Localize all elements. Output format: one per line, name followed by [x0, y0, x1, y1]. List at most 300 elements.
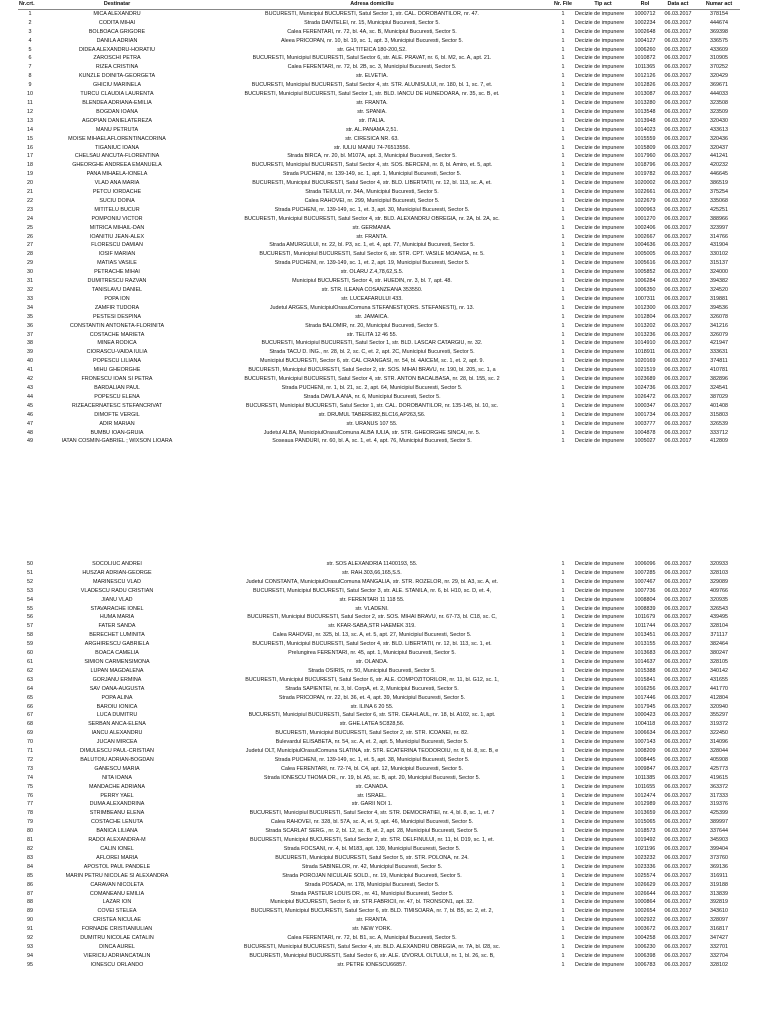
- cell-nr-file: 1: [561, 605, 565, 612]
- cell-rol: 1016256: [634, 685, 656, 692]
- cell-nr-crt: 62: [27, 667, 33, 674]
- cell-data-act: 06.03.2017: [664, 287, 692, 293]
- table-row: [18, 357, 740, 366]
- cell-nr-file: 1: [561, 206, 565, 213]
- cell-destinatar: SUCIU DOINA: [99, 197, 135, 204]
- cell-data-act: 06.03.2017: [664, 82, 692, 89]
- cell-rol: 1001734: [634, 411, 656, 418]
- cell-numar-act: 370252: [710, 64, 728, 71]
- cell-adresa: Calea FERENTARI, nr. 72-74, bl. C4, apt. 12, Municipiul Bucuresti, Sector 5.: [280, 765, 464, 772]
- cell-rol: 1026472: [634, 393, 656, 400]
- table-row: [18, 63, 740, 72]
- header-tip-act: Tip act: [574, 0, 632, 9]
- cell-adresa: Strada PUCHENI, nr. 139-149, sc. 1, et. 5, apt. 38, Municipiul Bucuresti, Sector 5.: [274, 756, 470, 763]
- cell-numar-act: 324000: [710, 269, 728, 276]
- cell-nr-crt: 12: [27, 108, 33, 115]
- cell-data-act: 06.03.2017: [664, 952, 692, 959]
- cell-destinatar: BALUTOIU ADRIAN-BOGDAN: [80, 756, 154, 763]
- cell-rol: 1020169: [634, 358, 656, 365]
- cell-rol: 1011385: [634, 774, 656, 781]
- cell-data-act: 06.03.2017: [664, 197, 692, 204]
- cell-rol: 1013659: [634, 810, 656, 817]
- cell-data-act: 06.03.2017: [664, 774, 692, 781]
- cell-destinatar: COVEI STELEA: [97, 908, 137, 915]
- cell-rol: 1017960: [634, 153, 656, 160]
- cell-numar-act: 444674: [710, 19, 728, 26]
- cell-nr-crt: 35: [27, 313, 33, 320]
- cell-nr-file: 1: [561, 926, 565, 933]
- cell-data-act: 06.03.2017: [664, 224, 692, 231]
- header-nr-crt: Nr.crt.: [18, 0, 42, 9]
- cell-numar-act: 337644: [710, 828, 728, 835]
- cell-nr-crt: 40: [27, 358, 33, 365]
- cell-rol: 1004636: [634, 242, 656, 249]
- table-row: [18, 46, 740, 55]
- table-row: [18, 339, 740, 348]
- table-row: [18, 640, 740, 649]
- cell-nr-crt: 13: [27, 117, 33, 124]
- cell-nr-file: 1: [561, 810, 565, 817]
- cell-rol: 1013548: [634, 108, 656, 115]
- cell-destinatar: ZAMFIR TUDORA: [94, 304, 140, 311]
- cell-tip-act: Decizie de impunere: [575, 872, 625, 879]
- table-row: [18, 729, 740, 738]
- page-break: [0, 520, 768, 560]
- cell-numar-act: 439495: [710, 614, 728, 621]
- cell-tip-act: Decizie de impunere: [575, 28, 625, 35]
- cell-nr-crt: 93: [27, 943, 33, 950]
- cell-numar-act: 326539: [710, 420, 728, 427]
- cell-tip-act: Decizie de impunere: [575, 304, 625, 311]
- cell-nr-file: 1: [561, 614, 565, 621]
- cell-data-act: 06.03.2017: [664, 632, 692, 639]
- cell-destinatar: CODITA MIHAI: [98, 19, 136, 26]
- cell-rol: 1019492: [634, 837, 656, 844]
- cell-tip-act: Decizie de impunere: [575, 587, 625, 594]
- cell-numar-act: 374811: [710, 358, 728, 365]
- cell-adresa: str. CIRESICA NR. 63.: [345, 135, 399, 142]
- cell-data-act: 06.03.2017: [664, 144, 692, 151]
- cell-rol: 1014637: [634, 658, 656, 665]
- cell-tip-act: Decizie de impunere: [575, 712, 625, 719]
- cell-nr-file: 1: [561, 429, 565, 436]
- cell-numar-act: 328105: [710, 658, 728, 665]
- cell-nr-file: 1: [561, 162, 565, 169]
- cell-rol: 1025574: [634, 872, 656, 879]
- cell-numar-act: 319881: [710, 295, 728, 302]
- cell-nr-crt: 95: [27, 961, 33, 968]
- cell-nr-crt: 88: [27, 899, 33, 906]
- cell-nr-file: 1: [561, 837, 565, 844]
- cell-data-act: 06.03.2017: [664, 863, 692, 870]
- cell-data-act: 06.03.2017: [664, 961, 692, 968]
- cell-data-act: 06.03.2017: [664, 854, 692, 861]
- cell-nr-file: 1: [561, 215, 565, 222]
- cell-rol: 1012804: [634, 313, 656, 320]
- cell-nr-file: 1: [561, 117, 565, 124]
- cell-data-act: 06.03.2017: [664, 614, 692, 621]
- cell-rol: 1008209: [634, 748, 656, 755]
- cell-numar-act: 320429: [710, 73, 728, 80]
- cell-nr-crt: 60: [27, 650, 33, 657]
- cell-numar-act: 389997: [710, 819, 728, 826]
- cell-tip-act: Decizie de impunere: [575, 650, 625, 657]
- table-row: [18, 375, 740, 384]
- cell-tip-act: Decizie de impunere: [575, 242, 625, 249]
- table-row: [18, 135, 740, 144]
- table-row: [18, 90, 740, 99]
- cell-data-act: 06.03.2017: [664, 765, 692, 772]
- cell-adresa: BUCURESTI, Municipiul BUCURESTI, Satul Sector 2, str. SOS. MIHAI BRAVU, nr. 67-73, bl. C18, sc. C,: [247, 614, 497, 621]
- cell-tip-act: Decizie de impunere: [575, 667, 625, 674]
- cell-tip-act: Decizie de impunere: [575, 632, 625, 639]
- cell-tip-act: Decizie de impunere: [575, 180, 625, 187]
- cell-destinatar: LUCA DUMITRU: [96, 712, 138, 719]
- cell-tip-act: Decizie de impunere: [575, 260, 625, 267]
- cell-adresa: Prelungirea FERENTARI, nr. 45, apt. 1, Municipiul Bucuresti, Sector 5.: [288, 650, 456, 657]
- cell-numar-act: 386519: [710, 180, 728, 187]
- cell-nr-crt: 87: [27, 890, 33, 897]
- cell-destinatar: DUMITRU NICOLAE CATALIN: [80, 935, 154, 942]
- cell-nr-crt: 29: [27, 260, 33, 267]
- cell-data-act: 06.03.2017: [664, 393, 692, 400]
- cell-adresa: BUCURESTI, Municipiul BUCURESTI, Satul Sector 4, str. STR. DEMOCRATIEI, nr. 4, bl. 8, sc. 1, et. 7: [249, 810, 495, 817]
- cell-tip-act: Decizie de impunere: [575, 438, 625, 445]
- cell-numar-act: 328104: [710, 623, 728, 630]
- table-row: [18, 295, 740, 304]
- cell-nr-crt: 73: [27, 765, 33, 772]
- cell-destinatar: PESTESI DESPINA: [93, 313, 141, 320]
- cell-rol: 1012126: [634, 73, 656, 80]
- cell-nr-crt: 27: [27, 242, 33, 249]
- cell-adresa: str. GARII NOI 1.: [351, 801, 393, 808]
- cell-nr-file: 1: [561, 961, 565, 968]
- cell-nr-file: 1: [561, 19, 565, 26]
- cell-rol: 1022679: [634, 197, 656, 204]
- cell-nr-crt: 45: [27, 402, 33, 409]
- table-row: [18, 703, 740, 712]
- cell-rol: 1003672: [634, 926, 656, 933]
- cell-data-act: 06.03.2017: [664, 623, 692, 630]
- cell-adresa: str. ISRAEL.: [357, 792, 387, 799]
- cell-nr-crt: 78: [27, 810, 33, 817]
- cell-tip-act: Decizie de impunere: [575, 561, 625, 567]
- cell-nr-crt: 66: [27, 703, 33, 710]
- cell-adresa: Municipiul BUCURESTI, Sector 6, str. STR.FABRICII, nr. 47, bl. TRONSON1, apt. 32.: [270, 899, 474, 906]
- cell-destinatar: CARAVAN NICOLETA: [90, 881, 144, 888]
- cell-destinatar: POPESCU LILIANA: [93, 358, 141, 365]
- table-row: [18, 313, 740, 322]
- cell-numar-act: 314096: [710, 739, 728, 746]
- cell-tip-act: Decizie de impunere: [575, 730, 625, 737]
- cell-destinatar: MICA ALEXANDRU: [93, 10, 141, 17]
- cell-nr-file: 1: [561, 287, 565, 293]
- cell-rol: 1008804: [634, 596, 656, 603]
- cell-tip-act: Decizie de impunere: [575, 935, 625, 942]
- cell-adresa: Municipiul BUCURESTI, Sector 4, str. HUEDIN, nr. 3, bl. 7, apt. 48.: [292, 278, 452, 285]
- cell-nr-file: 1: [561, 233, 565, 240]
- cell-tip-act: Decizie de impunere: [575, 926, 625, 933]
- cell-tip-act: Decizie de impunere: [575, 153, 625, 160]
- header-adresa: Adresa domiciliu: [192, 0, 552, 9]
- cell-numar-act: 336575: [710, 37, 728, 44]
- cell-numar-act: 330102: [710, 251, 728, 258]
- cell-destinatar: BOGDAN IOANA: [96, 108, 138, 115]
- cell-numar-act: 388966: [710, 215, 728, 222]
- cell-rol: 1013280: [634, 99, 656, 106]
- cell-data-act: 06.03.2017: [664, 295, 692, 302]
- cell-destinatar: DUMA ALEXANDRINA: [89, 801, 145, 808]
- cell-destinatar: RADOI ALEXANDRA-M: [88, 837, 146, 844]
- cell-rol: 1006350: [634, 287, 656, 293]
- table-row: [18, 676, 740, 685]
- cell-adresa: str. ILINA 6 20 55.: [350, 703, 394, 710]
- cell-adresa: BUCURESTI, Municipiul BUCURESTI, Satul Sector 4, str. STR. ANTON BACALBASA, nr. 28, bl. 155, sc. 2: [244, 376, 500, 383]
- cell-nr-file: 1: [561, 376, 565, 383]
- cell-nr-file: 1: [561, 322, 565, 329]
- cell-tip-act: Decizie de impunere: [575, 685, 625, 692]
- cell-data-act: 06.03.2017: [664, 269, 692, 276]
- cell-rol: 1014023: [634, 126, 656, 133]
- cell-tip-act: Decizie de impunere: [575, 739, 625, 746]
- table-row: [18, 667, 740, 676]
- cell-adresa: BUCURESTI, Municipiul BUCURESTI, Satul Sector 4, str. BLD. LIBERTATII, nr. 12, bl. 113, sc. 1, et.: [252, 641, 492, 648]
- cell-numar-act: 319376: [710, 801, 728, 808]
- cell-adresa: BUCURESTI, Municipiul BUCURESTI, Satul Sector 1, str. CAL. DOROBANTILOR, nr. 47.: [265, 10, 479, 17]
- table-row: [18, 72, 740, 81]
- cell-nr-file: 1: [561, 623, 565, 630]
- cell-data-act: 06.03.2017: [664, 739, 692, 746]
- cell-destinatar: ADIR MARIAN: [99, 420, 135, 427]
- cell-rol: 1026629: [634, 881, 656, 888]
- cell-numar-act: 433609: [710, 46, 728, 53]
- cell-data-act: 06.03.2017: [664, 55, 692, 62]
- header-nr-file: Nr. File: [552, 0, 574, 9]
- table-row: [18, 233, 740, 242]
- cell-destinatar: BOLBOACA GRIGORE: [88, 28, 146, 35]
- cell-adresa: str. URANUS 107 55.: [346, 420, 398, 427]
- cell-adresa: Bulevardul ELISABETA, nr. 54, sc. A, et. 2, apt. 5, Municipiul Bucuresti, Sector 5.: [275, 739, 469, 746]
- cell-numar-act: 392819: [710, 899, 728, 906]
- cell-adresa: Strada SAPIENTEI, nr. 3, bl. CorpA, et. 2, Municipiul Bucuresti, Sector 5.: [285, 685, 459, 692]
- cell-numar-act: 433613: [710, 126, 728, 133]
- table-row: [18, 411, 740, 420]
- cell-tip-act: Decizie de impunere: [575, 429, 625, 436]
- cell-destinatar: MANDACHE ADRIANA: [88, 783, 145, 790]
- cell-data-act: 06.03.2017: [664, 91, 692, 98]
- cell-adresa: str. FRANTA.: [356, 233, 388, 240]
- cell-tip-act: Decizie de impunere: [575, 846, 625, 852]
- cell-data-act: 06.03.2017: [664, 667, 692, 674]
- cell-rol: 1002648: [634, 28, 656, 35]
- cell-rol: 1006096: [634, 561, 656, 567]
- cell-data-act: 06.03.2017: [664, 376, 692, 383]
- cell-data-act: 06.03.2017: [664, 135, 692, 142]
- cell-tip-act: Decizie de impunere: [575, 171, 625, 178]
- cell-numar-act: 323509: [710, 108, 728, 115]
- cell-rol: 1026644: [634, 890, 656, 897]
- cell-rol: 1007467: [634, 578, 656, 585]
- cell-nr-file: 1: [561, 82, 565, 89]
- cell-destinatar: FRONESCU IOAN SI PETRA: [81, 376, 153, 383]
- cell-nr-file: 1: [561, 411, 565, 418]
- table-row: [18, 952, 740, 961]
- cell-data-act: 06.03.2017: [664, 153, 692, 160]
- cell-destinatar: HUSZAR ADRIAN-GEORGE: [82, 569, 152, 576]
- cell-destinatar: VLAD ANA MARIA: [94, 180, 140, 187]
- cell-rol: 1021196: [634, 846, 656, 852]
- cell-nr-file: 1: [561, 596, 565, 603]
- cell-adresa: Aleea PRICOPAN, nr. 10, bl. 19, sc. 1, apt. 3, Municipiul Bucuresti, Sector 5.: [280, 37, 464, 44]
- cell-data-act: 06.03.2017: [664, 596, 692, 603]
- cell-data-act: 06.03.2017: [664, 64, 692, 71]
- cell-tip-act: Decizie de impunere: [575, 756, 625, 763]
- cell-data-act: 06.03.2017: [664, 837, 692, 844]
- table-row: [18, 286, 740, 295]
- cell-destinatar: JIANU VLAD: [101, 596, 133, 603]
- table-row: [18, 792, 740, 801]
- cell-destinatar: IOSIF MARIAN: [98, 251, 136, 258]
- cell-tip-act: Decizie de impunere: [575, 961, 625, 968]
- cell-rol: 1023689: [634, 376, 656, 383]
- cell-nr-file: 1: [561, 64, 565, 71]
- cell-nr-crt: 76: [27, 792, 33, 799]
- table-row: [18, 81, 740, 90]
- cell-destinatar: POPA ION: [104, 295, 130, 302]
- table-row: [18, 277, 740, 286]
- cell-nr-file: 1: [561, 667, 565, 674]
- cell-tip-act: Decizie de impunere: [575, 420, 625, 427]
- cell-tip-act: Decizie de impunere: [575, 117, 625, 124]
- cell-destinatar: DIDEA ALEXANDRU-HORATIU: [79, 46, 155, 53]
- cell-adresa: Strada BALOMIR, nr. 20, Municipiul Bucuresti, Sector 5.: [305, 322, 439, 329]
- cell-nr-file: 1: [561, 952, 565, 959]
- cell-nr-crt: 61: [27, 658, 33, 665]
- cell-nr-crt: 22: [27, 197, 33, 204]
- cell-destinatar: JUCAN MIRCEA: [96, 739, 138, 746]
- cell-tip-act: Decizie de impunere: [575, 810, 625, 817]
- cell-nr-crt: 5: [28, 46, 32, 53]
- cell-tip-act: Decizie de impunere: [575, 82, 625, 89]
- cell-destinatar: STRIMBEANU ELENA: [89, 810, 145, 817]
- cell-numar-act: 412809: [710, 438, 728, 445]
- cell-tip-act: Decizie de impunere: [575, 331, 625, 338]
- cell-nr-file: 1: [561, 632, 565, 639]
- cell-nr-file: 1: [561, 685, 565, 692]
- cell-data-act: 06.03.2017: [664, 358, 692, 365]
- cell-adresa: Municipiul BUCURESTI, Sector 6, str. CAL CRANGASI, nr. 54, bl. 4AICEM, sc. 1, et. 2, apt. 9.: [260, 358, 484, 365]
- cell-destinatar: LUPAN MAGDALENA: [90, 667, 144, 674]
- cell-nr-file: 1: [561, 260, 565, 267]
- cell-destinatar: DIMOFTE VERGIL: [94, 411, 140, 418]
- cell-tip-act: Decizie de impunere: [575, 162, 625, 169]
- cell-nr-crt: 7: [28, 64, 32, 71]
- cell-numar-act: 310905: [710, 55, 728, 62]
- cell-nr-crt: 3: [28, 28, 32, 35]
- cell-numar-act: 405908: [710, 756, 728, 763]
- cell-destinatar: TANISLAVU DANIEL: [91, 287, 143, 293]
- cell-nr-file: 1: [561, 712, 565, 719]
- cell-data-act: 06.03.2017: [664, 260, 692, 267]
- cell-rol: 1006398: [634, 952, 656, 959]
- cell-data-act: 06.03.2017: [664, 117, 692, 124]
- cell-adresa: Strada DAVILA ANA, nr. 6, Municipiul Bucuresti, Sector 5.: [303, 393, 441, 400]
- table-row: [18, 898, 740, 907]
- table-row: [18, 587, 740, 596]
- cell-nr-crt: 36: [27, 322, 33, 329]
- cell-data-act: 06.03.2017: [664, 331, 692, 338]
- cell-numar-act: 369398: [710, 28, 728, 35]
- table-row: [18, 152, 740, 161]
- table-row: [18, 348, 740, 357]
- table-row: [18, 756, 740, 765]
- cell-numar-act: 329089: [710, 578, 728, 585]
- cell-data-act: 06.03.2017: [664, 712, 692, 719]
- cell-nr-crt: 17: [27, 153, 33, 160]
- cell-nr-crt: 37: [27, 331, 33, 338]
- cell-rol: 1011655: [634, 783, 656, 790]
- cell-nr-crt: 84: [27, 863, 33, 870]
- cell-tip-act: Decizie de impunere: [575, 899, 625, 906]
- cell-destinatar: MARINESCU VLAD: [93, 578, 141, 585]
- cell-nr-crt: 72: [27, 756, 33, 763]
- cell-numar-act: 444033: [710, 91, 728, 98]
- cell-adresa: BUCURESTI, Municipiul BUCURESTI, Satul Sector 6, str. ALE. IZVORUL OLTULUI, nr. 1, bl. 26, sc. B,: [249, 952, 495, 959]
- table-row: [18, 872, 740, 881]
- cell-nr-crt: 83: [27, 854, 33, 861]
- cell-destinatar: MOISE MIHAELAFLORENTINACORINA: [68, 135, 166, 142]
- cell-tip-act: Decizie de impunere: [575, 197, 625, 204]
- cell-rol: 1011365: [634, 64, 656, 71]
- cell-destinatar: STAVARACHE IONEL: [90, 605, 144, 612]
- table-row: [18, 9, 740, 18]
- cell-data-act: 06.03.2017: [664, 650, 692, 657]
- cell-destinatar: BOACA CAMELIA: [95, 650, 139, 657]
- cell-destinatar: MATIAS VASILE: [97, 260, 137, 267]
- cell-adresa: Strada PUCHENI, nr. 139-149, sc. 1, apt. 1, Municipiul Bucuresti, Sector 5.: [282, 171, 462, 178]
- cell-data-act: 06.03.2017: [664, 402, 692, 409]
- cell-nr-file: 1: [561, 37, 565, 44]
- cell-nr-file: 1: [561, 801, 565, 808]
- table-row: [18, 649, 740, 658]
- cell-adresa: BUCURESTI, Municipiul BUCURESTI, Satul Sector 1, str. BLD. IANCU DE HUNEDOARA, nr. 35, sc. B, et.: [244, 91, 500, 98]
- cell-tip-act: Decizie de impunere: [575, 393, 625, 400]
- cell-tip-act: Decizie de impunere: [575, 251, 625, 258]
- table-row: [18, 108, 740, 117]
- cell-rol: 1002667: [634, 233, 656, 240]
- cell-rol: 1003777: [634, 420, 656, 427]
- cell-nr-file: 1: [561, 650, 565, 657]
- cell-adresa: Soseaua PANDURI, nr. 60, bl. A, sc. 1, et. 4, apt. 76, Municipiul Bucuresti, Sector 5.: [272, 438, 472, 445]
- cell-tip-act: Decizie de impunere: [575, 19, 625, 26]
- cell-data-act: 06.03.2017: [664, 322, 692, 329]
- cell-data-act: 06.03.2017: [664, 756, 692, 763]
- cell-tip-act: Decizie de impunere: [575, 384, 625, 391]
- cell-destinatar: MIHU GHEORGHE: [93, 367, 141, 374]
- cell-adresa: Strada DANTELEI, nr. 15, Municipiul Bucuresti, Sector 5.: [304, 19, 440, 26]
- cell-data-act: 06.03.2017: [664, 19, 692, 26]
- cell-numar-act: 340142: [710, 667, 728, 674]
- cell-nr-crt: 57: [27, 623, 33, 630]
- cell-nr-crt: 4: [28, 37, 32, 44]
- table-row: [18, 747, 740, 756]
- cell-numar-act: 382896: [710, 376, 728, 383]
- cell-destinatar: FORNADE CRISTIANIULIAN: [81, 926, 153, 933]
- cell-nr-crt: 92: [27, 935, 33, 942]
- cell-nr-crt: 28: [27, 251, 33, 258]
- cell-tip-act: Decizie de impunere: [575, 952, 625, 959]
- cell-data-act: 06.03.2017: [664, 721, 692, 728]
